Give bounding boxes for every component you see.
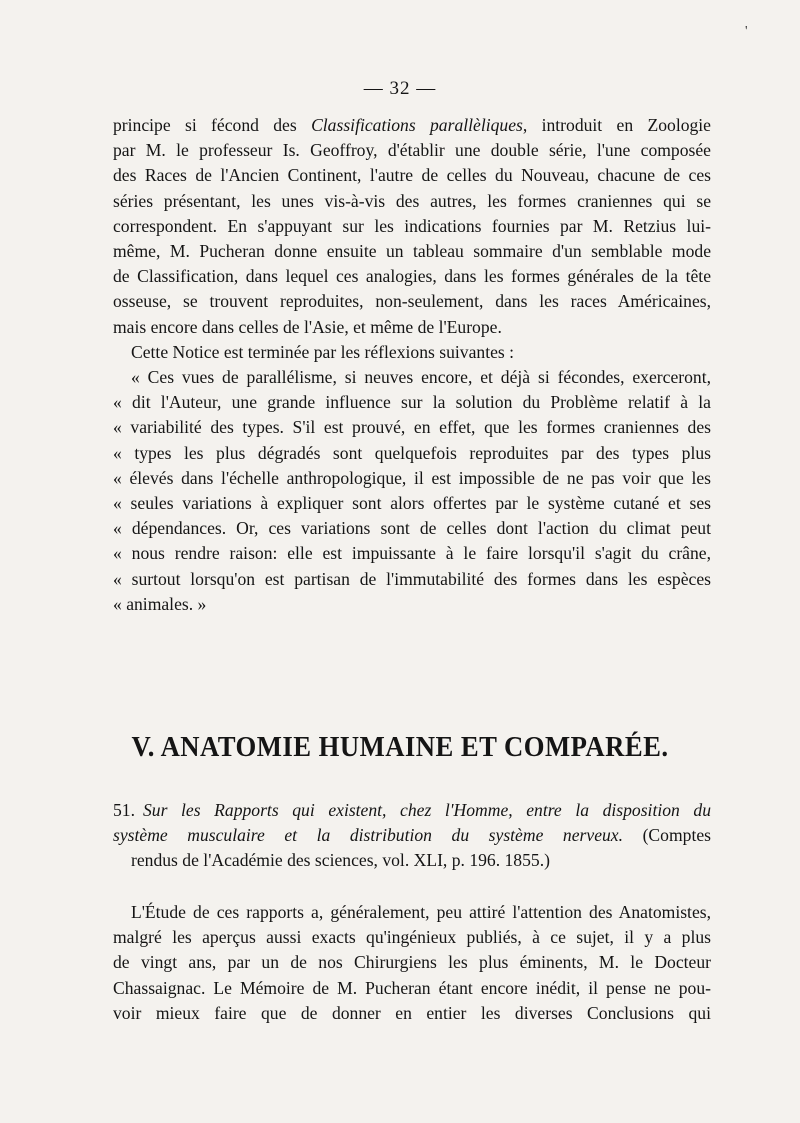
text-line: même, M. Pucheran donne ensuite un tableau sommaire d'un semblable mode bbox=[113, 241, 711, 262]
paragraph-classification bbox=[113, 113, 711, 617]
text-line: principe si fécond des Classifications parallèliques, introduit en Zoologie bbox=[113, 115, 711, 135]
text-line: osseuse, se trouvent reproduites, non-seulement, dans les races Américaines, bbox=[113, 291, 711, 312]
quote-intro: Cette Notice est terminée par les réflexions suivantes : bbox=[131, 341, 515, 362]
quote-line: « dépendances. Or, ces variations sont de celles dont l'action du climat peut bbox=[113, 518, 711, 539]
page-number: — 32 — bbox=[363, 78, 437, 99]
text-line: Chassaignac. Le Mémoire de M. Pucheran étant encore inédit, il pense ne pou- bbox=[113, 977, 711, 998]
section-heading: V. ANATOMIE HUMAINE ET COMPARÉE. bbox=[131, 731, 669, 763]
quote-line: « animales. » bbox=[113, 593, 207, 614]
text-line: correspondent. En s'appuyant sur les indications fournies par M. Retzius lui- bbox=[113, 215, 711, 236]
entry-title-line: système musculaire et la distribution du système nerveux. (Comptes bbox=[113, 825, 711, 846]
quote-line: « surtout lorsqu'on est partisan de l'immutabilité des formes dans les espèces bbox=[113, 568, 711, 589]
text-line: séries présentant, les unes vis-à-vis des autres, les formes craniennes qui se bbox=[113, 190, 711, 211]
quote-line: « dit l'Auteur, une grande influence sur la solution du Problème relatif à la bbox=[113, 392, 711, 413]
paragraph-body bbox=[113, 900, 711, 1026]
text-line: de vingt ans, par un de nos Chirurgiens les plus éminents, M. le Docteur bbox=[113, 952, 711, 973]
quote-line: « seules variations à expliquer sont alors offertes par le système cutané et ses bbox=[113, 493, 711, 514]
quote-line: « nous rendre raison: elle est impuissante à le faire lorsqu'il s'agit du crâne, bbox=[113, 543, 711, 564]
quote-line: « types les plus dégradés sont quelquefois reproduites par des types plus bbox=[113, 442, 711, 463]
entry-51 bbox=[113, 798, 711, 874]
entry-title: Sur les Rapports qui existent, chez l'Homme, entre la disposition du bbox=[143, 800, 711, 820]
text-line: des Races de l'Ancien Continent, l'autre de celles du Nouveau, chacune de ces bbox=[113, 165, 711, 186]
quote-line: « variabilité des types. S'il est prouvé, en effet, que les formes craniennes des bbox=[113, 417, 711, 438]
entry-number: 51. bbox=[113, 800, 135, 820]
text-line: voir mieux faire que de donner en entier les diverses Conclusions qui bbox=[113, 1002, 711, 1023]
quote-line: « élevés dans l'échelle anthropologique, il est impossible de ne pas voir que les bbox=[113, 467, 711, 488]
entry-title-line bbox=[113, 798, 711, 823]
text-line: mais encore dans celles de l'Asie, et même de l'Europe. bbox=[113, 316, 502, 337]
text-line: par M. le professeur Is. Geoffroy, d'établir une double série, l'une composée bbox=[113, 140, 711, 161]
text-line: de Classification, dans lequel ces analogies, dans les formes générales de la tête bbox=[113, 266, 711, 287]
text-line: L'Étude de ces rapports a, généralement, peu attiré l'attention des Anatomistes, bbox=[131, 902, 711, 922]
entry-citation: rendus de l'Académie des sciences, vol. XLI, p. 196. 1855.) bbox=[131, 850, 550, 871]
quote-line: « Ces vues de parallélisme, si neuves encore, et déjà si fécondes, exerceront, bbox=[131, 367, 711, 388]
text-line: malgré les aperçus aussi exacts qu'ingénieux publiés, à ce sujet, il y a plus bbox=[113, 927, 711, 948]
corner-mark: ' bbox=[745, 24, 748, 39]
